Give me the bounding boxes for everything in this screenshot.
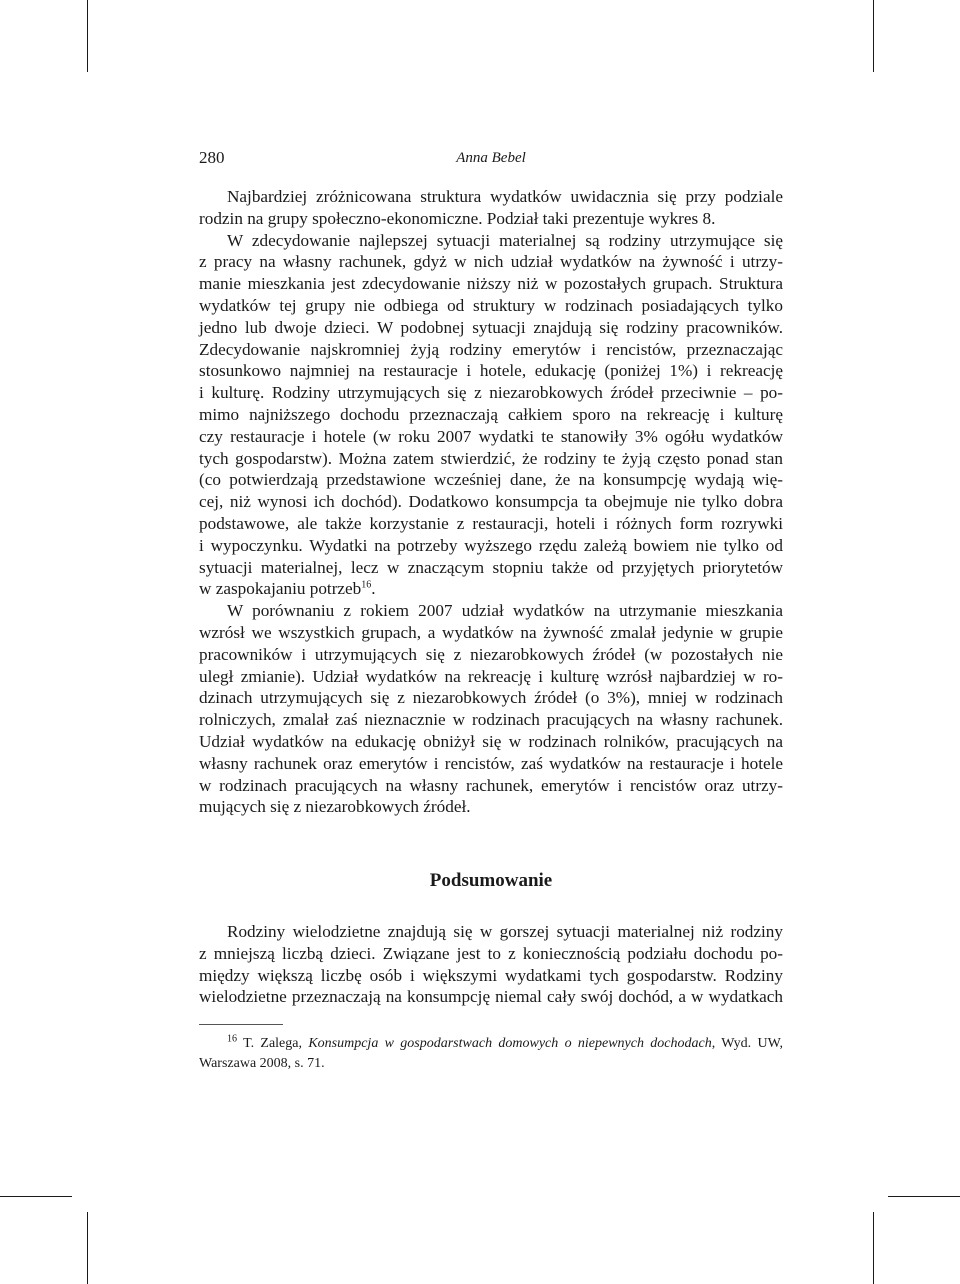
section-heading: Podsumowanie bbox=[429, 870, 553, 891]
text-line: stosunkowo najmniej na restauracje i hotele, edukację (poniżej 1%) i rekreację bbox=[199, 361, 783, 381]
text-line: mimo najniższego dochodu przeznaczają całkiem sporo na rekreację i kulturę bbox=[199, 404, 783, 424]
text-line: cej, niż wynosi ich dochód). Dodatkowo konsumpcja ta obejmuje nie tylko dobra bbox=[199, 492, 783, 512]
crop-mark-left-bottom bbox=[0, 1196, 72, 1197]
footnote bbox=[199, 1034, 783, 1073]
text-line bbox=[199, 578, 783, 600]
footnote-title: Konsumpcja w gospodarstwach domowych o niepewnych dochodach bbox=[308, 1036, 712, 1051]
crop-mark-bottom-left bbox=[87, 1212, 88, 1284]
text-line: z pracy na własny rachunek, gdyż w nich udział wydatków na żywność i utrzy- bbox=[199, 252, 783, 272]
text-line: rodzin na grupy społeczno-ekonomiczne. Podział taki prezentuje wykres 8. bbox=[199, 208, 716, 228]
crop-mark-bottom-right bbox=[873, 1212, 874, 1284]
footnote-line: Warszawa 2008, s. 71. bbox=[199, 1055, 325, 1071]
text-line: między większą liczbę osób i większymi wydatkami tych gospodarstw. Rodziny bbox=[199, 965, 783, 985]
text-line: Rodziny wielodzietne znajdują się w gorszej sytuacji materialnej niż rodziny bbox=[227, 922, 783, 941]
text-line: wzrósł we wszystkich grupach, a wydatków na żywność zmalał jedynie w grupie bbox=[199, 622, 783, 642]
text-line: dzinach utrzymujących się z niezarobkowych źródeł (o 3%), mniej w rodzinach bbox=[199, 688, 783, 708]
text-line: Najbardziej zróżnicowana struktura wydatków uwidacznia się przy podziale bbox=[227, 187, 783, 206]
text-line: w rodzinach pracujących na własny rachunek, emerytów i rencistów oraz utrzy- bbox=[199, 775, 783, 795]
footnote-number: 16 bbox=[227, 1033, 237, 1045]
crop-mark-top-right bbox=[873, 0, 874, 72]
text-line-content: w zaspokajaniu potrzeb bbox=[199, 579, 362, 599]
crop-mark-top-left bbox=[87, 0, 88, 72]
footnote-separator bbox=[199, 1024, 283, 1025]
text-line: manie mieszkania jest zdecydowanie niższy niż w pozostałych grupach. Struktura bbox=[199, 274, 783, 294]
summary-text bbox=[199, 921, 783, 1008]
text-line: sytuacji materialnej, lecz w znaczącym stopniu także od przyjętych priorytetów bbox=[199, 557, 783, 577]
text-line: wielodzietne przeznaczają na konsumpcję niemal cały swój dochód, a w wydatkach bbox=[199, 987, 783, 1007]
text-line: pracowników i utrzymujących się z niezarobkowych źródeł (w pozostałych nie bbox=[199, 644, 783, 664]
text-line: własny rachunek oraz emerytów i rencistów, zaś wydatków na restauracje i hotele bbox=[199, 753, 783, 773]
text-line: W porównaniu z rokiem 2007 udział wydatków na utrzymanie mieszkania bbox=[227, 601, 783, 621]
text-line: uległ zmianie). Udział wydatków na rekreację i kulturę wzrósł najbardziej w ro- bbox=[199, 666, 783, 686]
running-head-author: Anna Bebel bbox=[456, 150, 526, 166]
footnote-reference: 16 bbox=[361, 579, 372, 591]
text-line: Udział wydatków na edukację obniżył się w rodzinach rolników, pracujących na bbox=[199, 731, 783, 751]
text-line: czy restauracje i hotele (w roku 2007 wydatki te stanowiły 3% ogółu wydatków bbox=[199, 426, 783, 446]
text-line: W zdecydowanie najlepszej sytuacji materialnej są rodziny utrzymujące się bbox=[227, 230, 783, 250]
text-line: mujących się z niezarobkowych źródeł. bbox=[199, 797, 471, 817]
text-line: rolniczych, zmalał zaś nieznacznie w rodzinach pracujących na własny rachunek. bbox=[199, 710, 783, 730]
text-line: i kulturę. Rodziny utrzymujących się z niezarobkowych źródeł przeciwnie – po- bbox=[199, 383, 783, 403]
text-line: (co potwierdzają przedstawione wcześniej dane, że na konsumpcję wydają wię- bbox=[199, 470, 783, 490]
main-text bbox=[199, 186, 783, 818]
page-number: 280 bbox=[199, 148, 225, 167]
text-line: i wypoczynku. Wydatki na potrzeby wyższego rzędu zależą bowiem nie tylko od bbox=[199, 535, 783, 555]
text-line: tych gospodarstw). Można zatem stwierdzić, że rodziny te żyją często ponad stan bbox=[199, 448, 783, 468]
text-line: wydatków tej grupy nie odbiega od struktury w rodzinach posiadających tylko bbox=[199, 295, 783, 315]
text-line: podstawowe, ale także korzystanie z restauracji, hoteli i różnych form rozrywki bbox=[199, 513, 783, 533]
footnote-line bbox=[199, 1034, 783, 1054]
crop-mark-right-bottom bbox=[888, 1196, 960, 1197]
text-line: z mniejszą liczbą dzieci. Związane jest to z koniecznością podziału dochodu po- bbox=[199, 943, 783, 963]
text-line: Zdecydowanie najskromniej żyją rodziny emerytów i rencistów, przeznaczając bbox=[199, 339, 783, 359]
text-line: jedno lub dwoje dzieci. W podobnej sytuacji znajdują się rodziny pracowników. bbox=[199, 317, 783, 337]
footnote-publisher: , Wyd. UW, bbox=[711, 1036, 784, 1051]
footnote-author: T. Zalega, bbox=[243, 1036, 302, 1051]
page-header bbox=[199, 148, 783, 170]
text-line-tail: . bbox=[371, 579, 376, 599]
